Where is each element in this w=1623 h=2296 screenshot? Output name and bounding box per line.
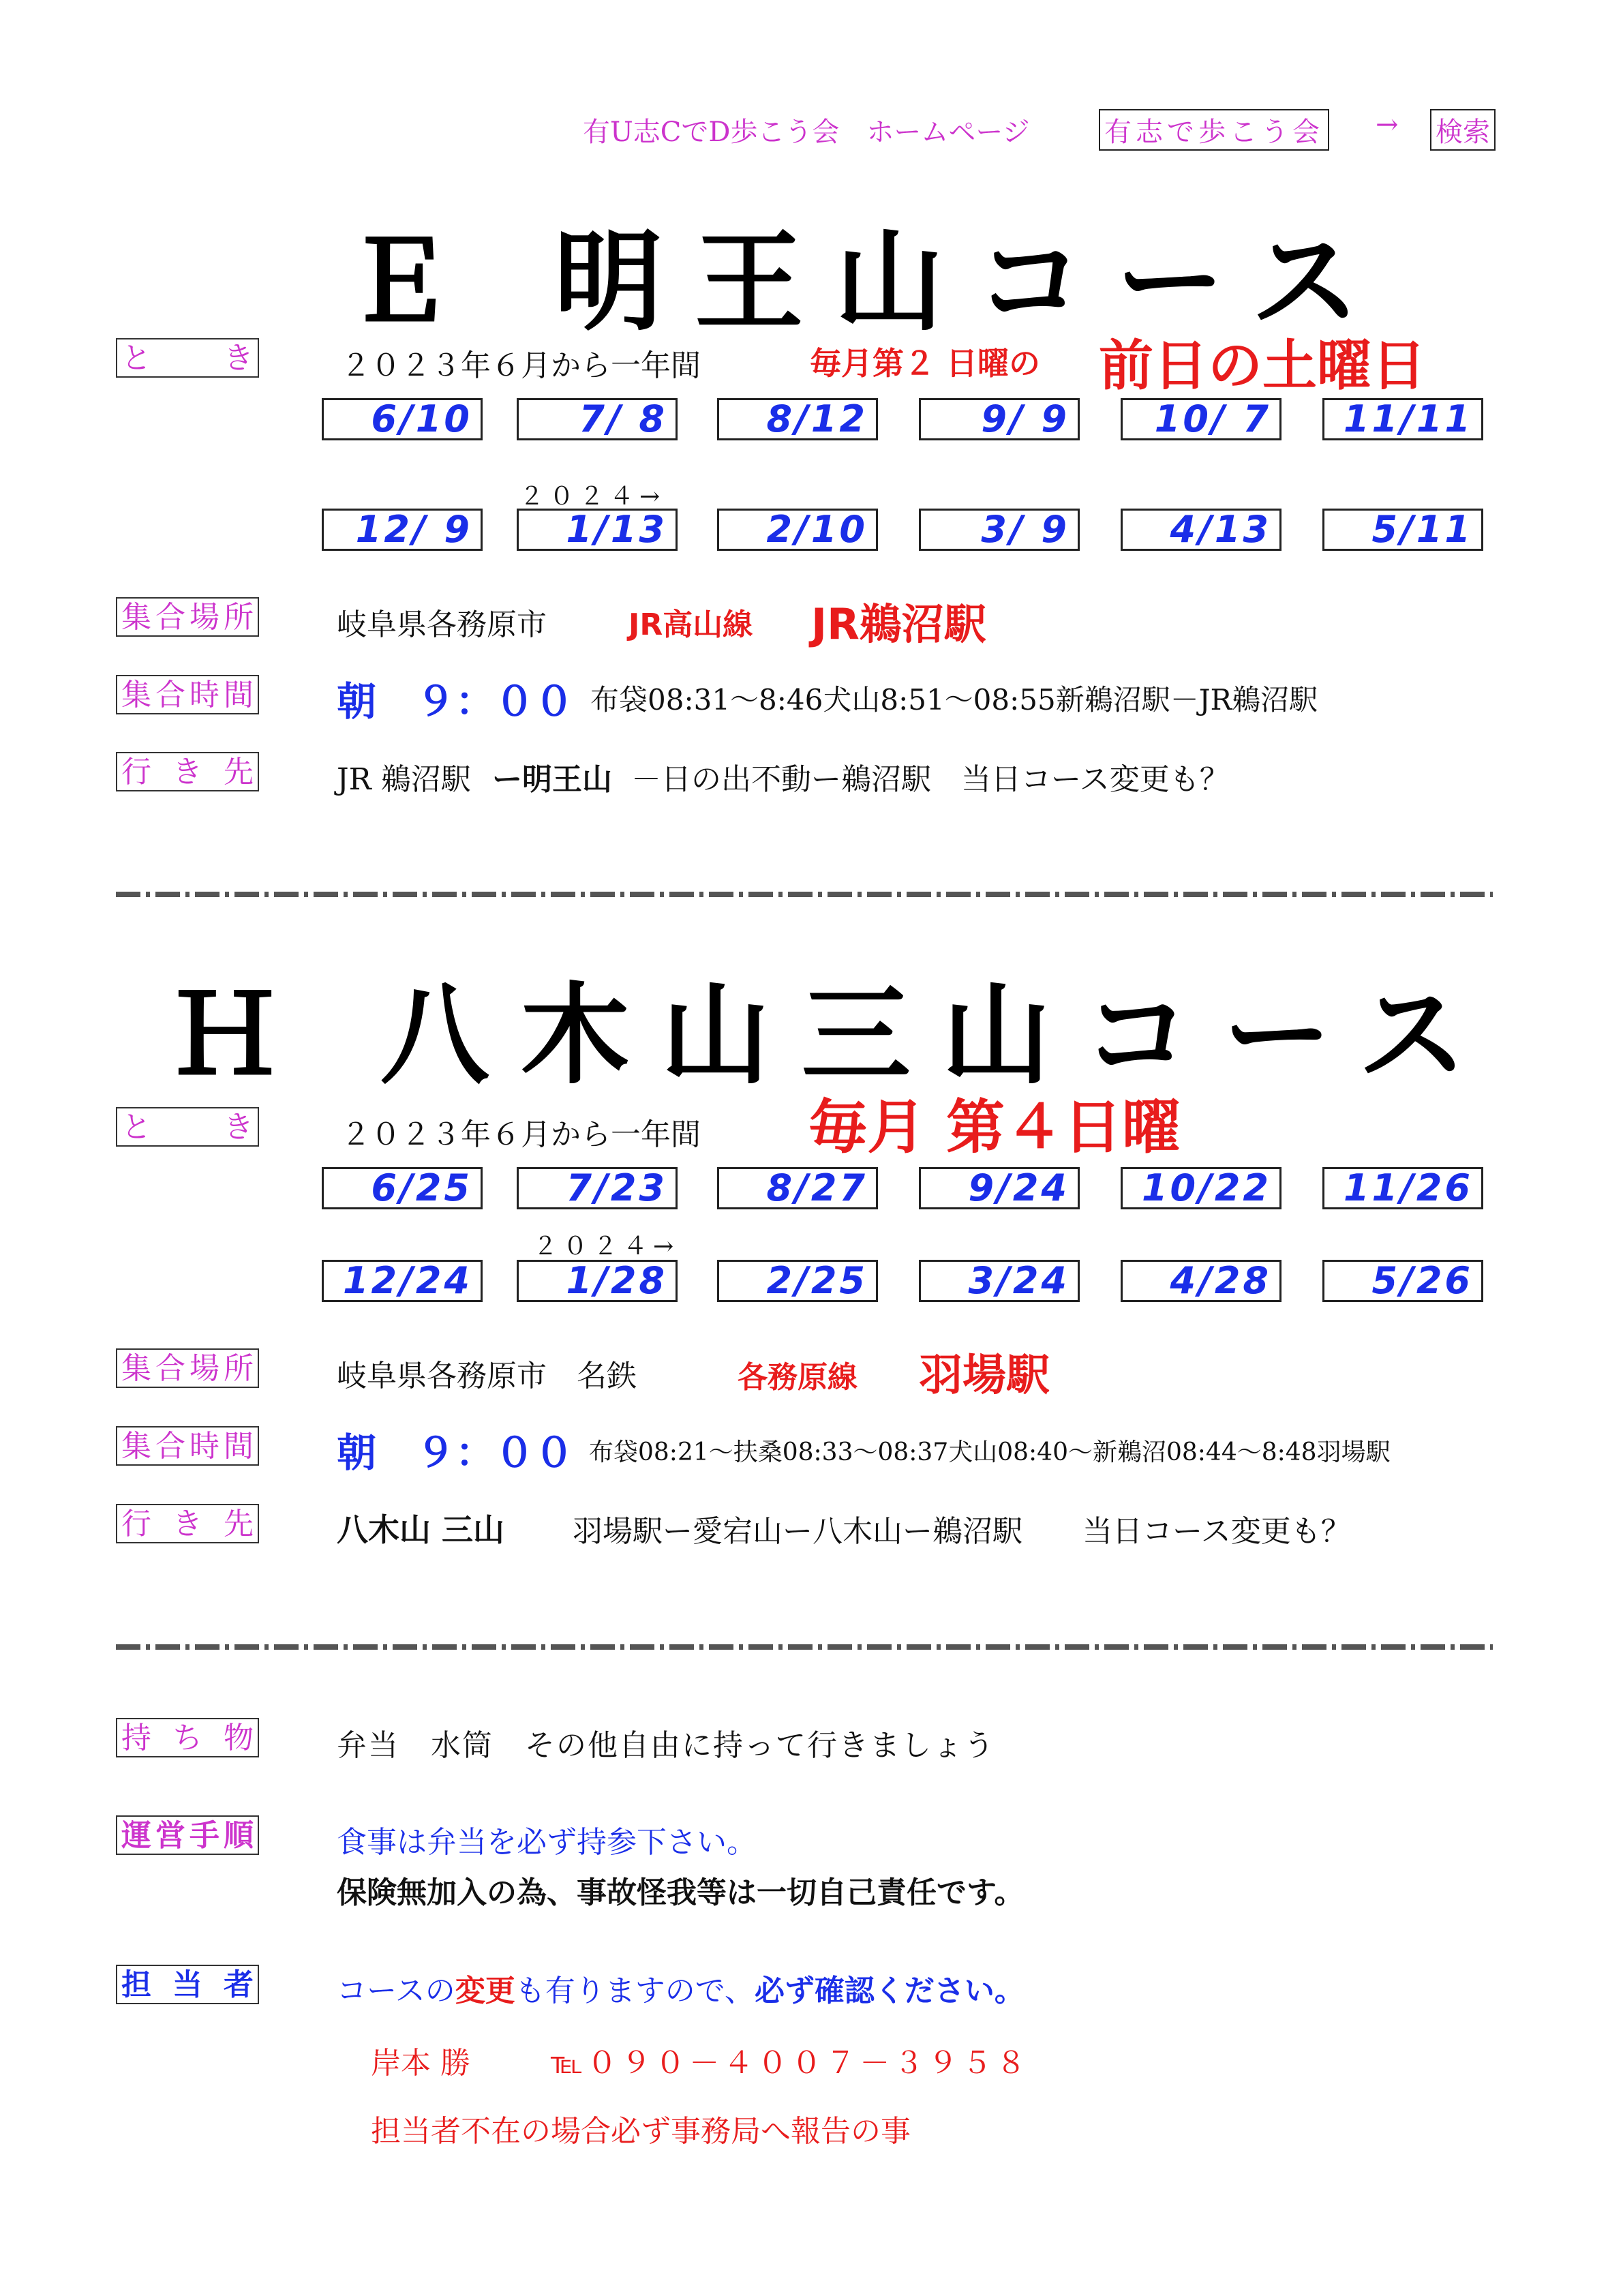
course-e-dest-label: 行き先 <box>116 752 259 791</box>
date-box: 4/13 <box>1121 509 1281 551</box>
rules-label: 運営手順 <box>116 1815 259 1855</box>
date-box: 10/ 7 <box>1121 398 1281 440</box>
arrow-icon: → <box>1376 109 1399 140</box>
date-box: 4/28 <box>1121 1260 1281 1302</box>
course-h-place-label: 集合場所 <box>116 1348 259 1388</box>
date-box: 11/26 <box>1322 1167 1483 1209</box>
contact-name: 岸本 勝 <box>371 2046 470 2081</box>
course-e-period: ２０２３年６月から一年間 <box>341 348 701 383</box>
date-box: 2/25 <box>717 1260 878 1302</box>
items-text: 弁当 水筒 その他自由に持って行きましょう <box>337 1728 995 1763</box>
course-e-year-note: ２０２４→ <box>519 483 666 511</box>
course-e-place-label: 集合場所 <box>116 597 259 637</box>
contact-emph: 必ず確認ください。 <box>754 1974 1025 2008</box>
course-e-time-value: 朝 ９：００ <box>337 678 575 725</box>
date-box: 10/22 <box>1121 1167 1281 1209</box>
rules-line1: 食事は弁当を必ず持参下さい。 <box>337 1825 757 1860</box>
rules-line2: 保険無加入の為、事故怪我等は一切自己責任です。 <box>337 1875 1025 1910</box>
date-box: 5/11 <box>1322 509 1483 551</box>
course-h-dest-label: 行き先 <box>116 1504 259 1543</box>
date-box: 8/27 <box>717 1167 878 1209</box>
contact-change: 変更 <box>455 1974 515 2008</box>
date-box: 7/ 8 <box>517 398 678 440</box>
course-e-dest-rest: －日の出不動ー鵜沼駅 当日コース変更も？ <box>631 762 1230 797</box>
contact-line <box>337 1966 1025 2010</box>
course-e-dest-main: ー明王山 <box>492 762 612 797</box>
course-h-period: ２０２３年６月から一年間 <box>341 1117 701 1152</box>
date-box: 2/10 <box>717 509 878 551</box>
course-e-time-route: 布袋08:31～8:46犬山8:51～08:55新鵜沼駅－JR鵜沼駅 <box>590 683 1318 716</box>
contact-label: 担当者 <box>116 1965 259 2004</box>
course-h-place-station: 羽場駅 <box>919 1350 1050 1401</box>
date-box: 11/11 <box>1322 398 1483 440</box>
date-box: 3/24 <box>919 1260 1080 1302</box>
course-h-dest-rest: 羽場駅ー愛宕山ー八木山ー鵜沼駅 当日コース変更も？ <box>573 1514 1351 1549</box>
course-e-toki-label: と き <box>116 338 259 378</box>
course-h-place-city: 岐阜県各務原市 名鉄 <box>337 1359 637 1393</box>
contact-mid: も有りますので、 <box>515 1974 755 2008</box>
course-e-dest-start: JR 鵜沼駅 <box>337 762 471 797</box>
course-h-time-route: 布袋08:21～扶桑08:33～08:37犬山08:40～新鵜沼08:44～8:48羽場駅 <box>589 1438 1391 1466</box>
date-box: 9/24 <box>919 1167 1080 1209</box>
course-e-place-city: 岐阜県各務原市 <box>337 607 547 642</box>
date-box: 12/ 9 <box>322 509 483 551</box>
search-box[interactable]: 有志で歩こう会 <box>1099 109 1329 151</box>
date-box: 6/25 <box>322 1167 483 1209</box>
course-h-time-value: 朝 ９：００ <box>337 1430 575 1476</box>
contact-pre: コースの <box>337 1974 455 2008</box>
course-h-title: Ｈ 八木山三山コース <box>170 971 1498 1099</box>
course-h-toki-label: と き <box>116 1107 259 1147</box>
date-box: 8/12 <box>717 398 878 440</box>
date-box: 9/ 9 <box>919 398 1080 440</box>
course-e-place-line: JR高山線 <box>628 607 753 642</box>
date-box: 1/13 <box>517 509 678 551</box>
course-h-schedule-emph: 毎月 第４日曜 <box>808 1093 1181 1162</box>
course-h-place-line: 各務原線 <box>738 1360 858 1395</box>
course-e-place-station: JR鵜沼駅 <box>811 599 986 649</box>
date-box: 7/23 <box>517 1167 678 1209</box>
course-e-time-label: 集合時間 <box>116 675 259 714</box>
section-divider <box>116 1644 1493 1650</box>
course-e-title: Ｅ 明王山コース <box>344 218 1391 346</box>
course-h-year-note: ２０２４→ <box>533 1233 680 1260</box>
search-button[interactable]: 検索 <box>1430 109 1496 151</box>
contact-tel: ℡０９０－４００７－３９５８ <box>551 2046 1031 2081</box>
date-box: 3/ 9 <box>919 509 1080 551</box>
course-e-schedule: 毎月第２ 日曜の <box>810 345 1041 382</box>
date-box: 1/28 <box>517 1260 678 1302</box>
date-box: 12/24 <box>322 1260 483 1302</box>
course-h-time-label: 集合時間 <box>116 1426 259 1466</box>
header-org: 有U志CでD歩こう会 ホームページ <box>583 117 1030 148</box>
contact-note: 担当者不在の場合必ず事務局へ報告の事 <box>371 2114 911 2149</box>
date-box: 5/26 <box>1322 1260 1483 1302</box>
course-h-dest-main: 八木山 三山 <box>337 1511 505 1548</box>
date-box: 6/10 <box>322 398 483 440</box>
section-divider <box>116 892 1493 897</box>
items-label: 持ち物 <box>116 1718 259 1757</box>
course-e-schedule-emph: 前日の土曜日 <box>1099 334 1426 397</box>
